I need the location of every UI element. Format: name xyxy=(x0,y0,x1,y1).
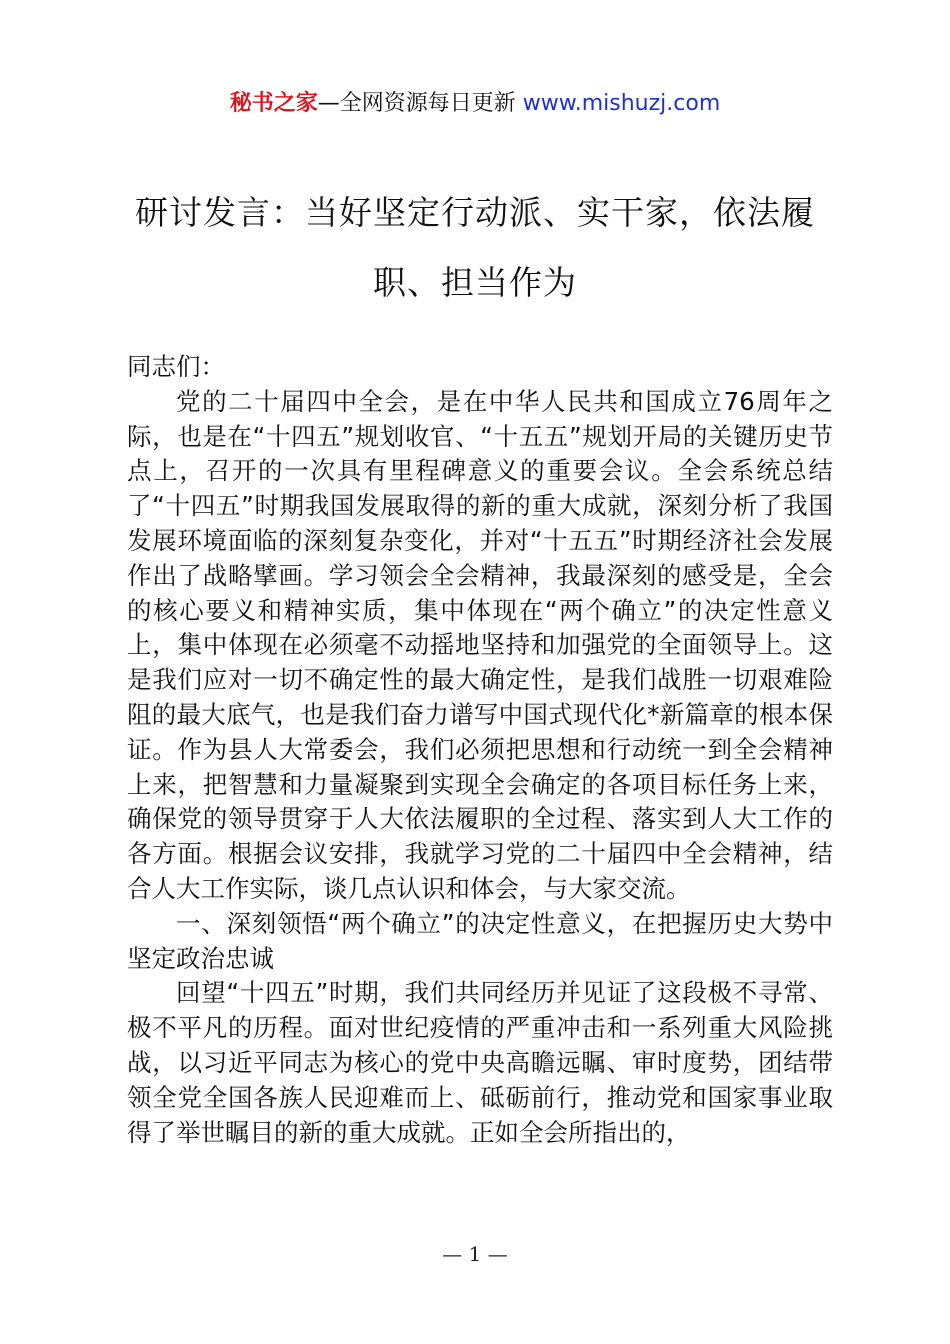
header-url-link[interactable]: www.mishuzj.com xyxy=(522,91,721,116)
paragraph-section-1: 回望“十四五”时期，我们共同经历并见证了这段极不寻常、极不平凡的历程。面对世纪疫情的严重冲击和一系列重大风险挑战，以习近平同志为核心的党中央高瞻远瞩、审时度势，团结带领全党全国各族人民迎难而上、砥砺前行，推动党和国家事业取得了举世瞩目的新的重大成就。正如全会所指出的， xyxy=(127,978,833,1147)
section-heading-1: 一、深刻领悟“两个确立”的决定性意义，在把握历史大势中坚定政治忠诚 xyxy=(127,908,833,973)
brand-name: 秘书之家 xyxy=(229,91,318,116)
header-slogan: —全网资源每日更新 xyxy=(317,91,523,116)
paragraph-intro: 党的二十届四中全会，是在中华人民共和国成立76周年之际，也是在“十四五”规划收官、“十五五”规划开局的关键历史节点上，召开的一次具有里程碑意义的重要会议。全会系统总结了“十四五”时期我国发展取得的新的重大成就，深刻分析了我国发展环境面临的深刻复杂变化，并对“十五五”时期经济社会发展作出了战略擘画。学习领会全会精神，我最深刻的感受是，全会的核心要义和精神实质，集中体现在“两个确立”的决定性意义上，集中体现在必须毫不动摇地坚持和加强党的全面领导上。这是我们应对一切不确定性的最大确定性，是我们战胜一切艰难险阻的最大底气，也是我们奋力谱写中国式现代化*新篇章的根本保证。作为县人大常委会，我们必须把思想和行动统一到全会精神上来，把智慧和力量凝聚到实现全会确定的各项目标任务上来，确保党的领导贯穿于人大依法履职的全过程、落实到人大工作的各方面。根据会议安排，我就学习党的二十届四中全会精神，结合人大工作实际，谈几点认识和体会，与大家交流。 xyxy=(127,386,833,903)
page-number: — 1 — xyxy=(442,1242,508,1266)
site-header xyxy=(0,88,950,120)
document-body xyxy=(127,350,833,1150)
document-title: 研讨发言：当好坚定行动派、实干家，依法履职、担当作为 xyxy=(135,193,815,302)
salutation: 同志们： xyxy=(127,352,225,381)
